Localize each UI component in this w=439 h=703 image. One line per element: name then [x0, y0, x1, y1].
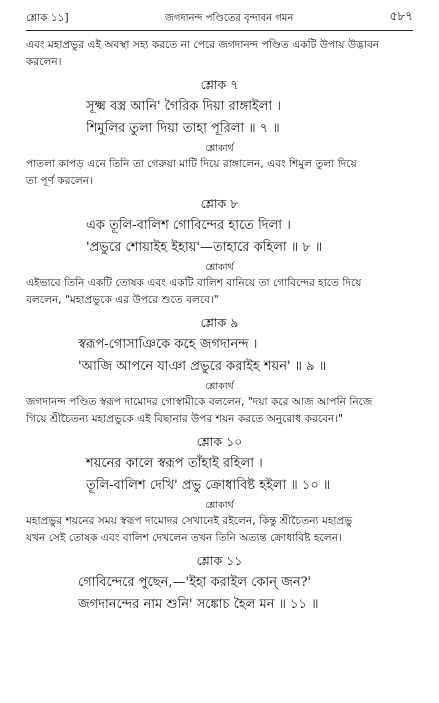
header-chapter-title: জগদানন্দ পণ্ডিতের বৃন্দাবন গমন — [164, 13, 294, 24]
translation-heading: শ্লোকার্থ — [205, 262, 234, 273]
sloka-verse — [78, 334, 413, 378]
verse-line: শয়নের কালে স্বরূপ তাঁহাই রহিলা । — [86, 456, 263, 471]
translation-heading: শ্লোকার্থ — [205, 500, 234, 511]
sloka-verse — [78, 572, 413, 616]
header-verse-ref: শ্লোক ১১] — [26, 12, 69, 24]
sloka-heading: শ্লোক ১১ — [196, 553, 243, 568]
sloka-verse — [86, 96, 413, 140]
verse-line: স্বরূপ-গোসাঞিকে কহে জগদানন্দ । — [78, 337, 258, 352]
intro-paragraph — [26, 37, 413, 71]
sloka-verse — [86, 453, 413, 497]
header-rule — [26, 30, 413, 31]
sloka-8 — [26, 195, 413, 309]
sloka-heading: শ্লোক ৯ — [200, 315, 239, 330]
translation-text — [26, 275, 413, 309]
intro-line: করলেন। — [26, 56, 62, 68]
translation-line: জগদানন্দ পণ্ডিত স্বরূপ দামোদর গোস্বামীকে বললেন, "দয়া করে আজ আপনি নিজে — [26, 396, 373, 408]
translation-line: যখন সেই তোষক এবং বালিশ দেখলেন তখন তিনি অত্যন্ত ক্রোধাবিষ্ট হলেন। — [26, 532, 342, 544]
sloka-7 — [26, 76, 413, 190]
intro-line: এবং মহাপ্রভুর এই অবস্থা সহ্য করতে না পেরে জগদানন্দ পণ্ডিত একটি উপায় উদ্ভাবন — [26, 39, 380, 51]
translation-text — [26, 156, 413, 190]
sloka-heading: শ্লোক ১০ — [196, 434, 243, 449]
sloka-11 — [26, 552, 413, 616]
translation-line: পাতলা কাপড় এনে তিনি তা গেরুয়া মাটি দিয়ে রাঙ্গালেন, এবং শিমুল তুলা দিয়ে — [26, 158, 357, 170]
sloka-10 — [26, 433, 413, 547]
page-number: ৫৮৭ — [389, 9, 413, 23]
verse-line: 'আজি আপনে যাঞা প্রভুরে করাইহ শয়ন' ॥ ৯ ॥ — [78, 359, 327, 374]
translation-line: গিয়ে শ্রীচৈতন্য মহাপ্রভুকে এই বিছানার উপর শয়ন করতে অনুরোধ করবেন।" — [26, 413, 344, 425]
translation-text — [26, 513, 413, 547]
sloka-heading: শ্লোক ৭ — [200, 77, 239, 92]
translation-heading: শ্লোকার্থ — [205, 143, 234, 154]
verse-line: জগদানন্দের নাম শুনি' সঙ্কোচ হৈল মন ॥ ১১ ॥ — [78, 597, 319, 612]
verse-line: এক তূলি-বালিশ গোবিন্দের হাতে দিলা । — [86, 218, 291, 233]
translation-line: বললেন, "মহাপ্রভুকে এর উপরে শুতে বলবে।" — [26, 294, 219, 306]
translation-heading: শ্লোকার্থ — [205, 381, 234, 392]
translation-text — [26, 394, 413, 428]
translation-line: মহাপ্রভুর শয়নের সময় স্বরূপ দামোদর সেখানেই রইলেন, কিন্তু শ্রীচৈতন্য মহাপ্রভু — [26, 515, 353, 527]
sloka-verse — [86, 215, 413, 259]
verse-line: গোবিন্দেরে পুছেন,—'ইহা করাইল কোন্ জন?' — [78, 575, 312, 590]
running-header — [26, 8, 413, 28]
verse-line: তূলি-বালিশ দেখি' প্রভু ক্রোধাবিষ্ট হইলা ॥ ১০ ॥ — [86, 478, 331, 493]
verse-line: সূক্ষ্ম বস্ত্র আনি' গৈরিক দিয়া রাঙ্গাইলা । — [86, 99, 281, 114]
verse-line: 'প্রভুরে শোয়াইহ ইহায়'—তাহারে কহিলা ॥ ৮ ॥ — [86, 240, 323, 255]
translation-line: এইভাবে তিনি একটি তোষক এবং একটি বালিশ বানিয়ে তা গোবিন্দের হাতে দিয়ে — [26, 277, 362, 289]
translation-line: তা পূর্ণ করলেন। — [26, 175, 93, 187]
sloka-9 — [26, 314, 413, 428]
sloka-heading: শ্লোক ৮ — [200, 196, 239, 211]
verse-line: শিমুলির তুলা দিয়া তাহা পূরিলা ॥ ৭ ॥ — [86, 121, 280, 136]
